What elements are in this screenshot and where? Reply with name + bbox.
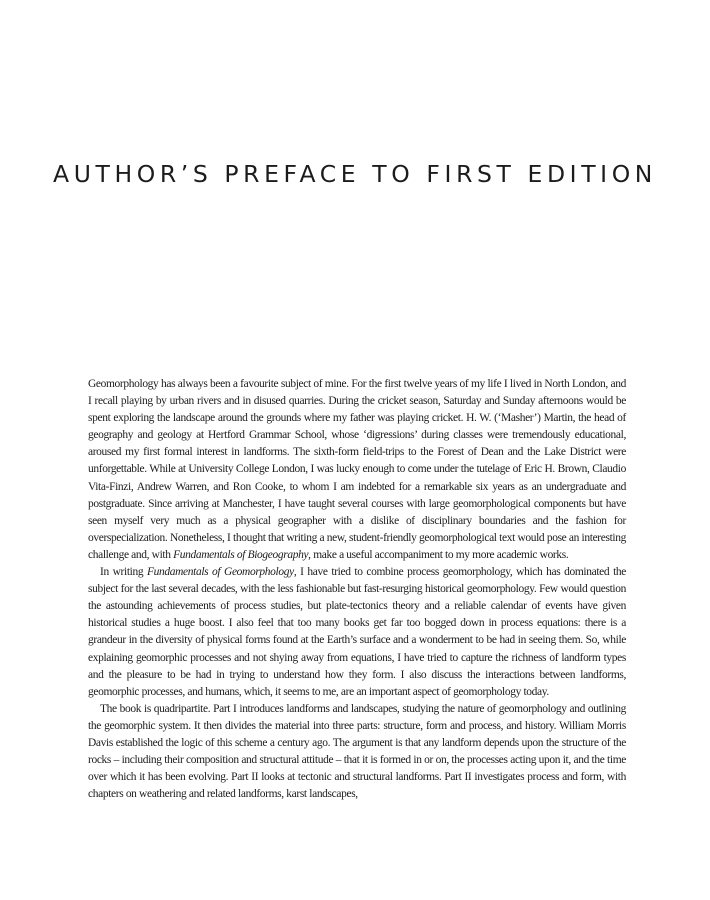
- book-title-geomorphology: Fundamentals of Geomorphology: [147, 566, 294, 579]
- preface-body: [88, 376, 626, 803]
- book-title-biogeography: Fundamentals of Biogeography: [173, 548, 309, 561]
- paragraph-1: [88, 376, 626, 564]
- preface-title: AUTHOR’S PREFACE TO FIRST EDITION: [53, 160, 657, 188]
- paragraph-2-text-b: , I have tried to combine process geomorphology, which has dominated the subject for the last several decades, with the less fashionable but fast-resurging historical geomorphology. Few would question the astounding achievements of process studies, but plate-tectonics theory and a reliable calendar of events have given historical studies a huge boost. I also feel that too many books get far too bogged down in process equations: there is a grandeur in the diversity of physical forms found at the Earth’s surface and a wonderment to be had in seeing them. So, while explaining geomorphic processes and not shying away from equations, I have tried to capture the richness of landform types and the pleasure to be had in trying to understand how they form. I also discuss the interactions between landforms, geomorphic processes, and humans, which, it seems to me, are an important aspect of geomorphology today.: [88, 566, 626, 698]
- paragraph-3: The book is quadripartite. Part I introduces landforms and landscapes, studying the nature of geomorphology and outlining the geomorphic system. It then divides the material into three parts: structure, form and process, and history. William Morris Davis established the logic of this scheme a century ago. The argument is that any landform depends upon the structure of the rocks – including their composition and structural attitude – that it is formed in or on, the processes acting upon it, and the time over which it has been evolving. Part II looks at tectonic and structural landforms. Part II investigates process and form, with chapters on weathering and related landforms, karst landscapes,: [88, 702, 626, 801]
- paragraph-1-text-a: Geomorphology has always been a favourite subject of mine. For the first twelve years of my life I lived in North London, and I recall playing by urban rivers and in disused quarries. During the cricket season, Saturday and Sunday afternoons would be spent exploring the landscape around the grounds where my father was playing cricket. H. W. (‘Masher’) Martin, the head of geography and geology at Hertford Grammar School, whose ‘digressions’ during classes were tremendously educational, aroused my first formal interest in landforms. The sixth-form field-trips to the Forest of Dean and the Lake District were unforgettable. While at University College London, I was lucky enough to come under the tutelage of Eric H. Brown, Claudio Vita-Finzi, Andrew Warren, and Ron Cooke, to whom I am indebted for a remarkable six years as an undergraduate and postgraduate. Since arriving at Manchester, I have taught several courses with large geomorphological components but have seen myself very much as a physical geographer with a dislike of disciplinary boundaries and the fashion for overspecialization. Nonetheless, I thought that writing a new, student-friendly geomorphological text would pose an interesting challenge and, with: [88, 378, 626, 561]
- paragraph-1-text-b: , make a useful accompaniment to my more academic works.: [308, 548, 569, 561]
- paragraph-2: [88, 564, 626, 701]
- paragraph-2-text-a: In writing: [100, 566, 148, 579]
